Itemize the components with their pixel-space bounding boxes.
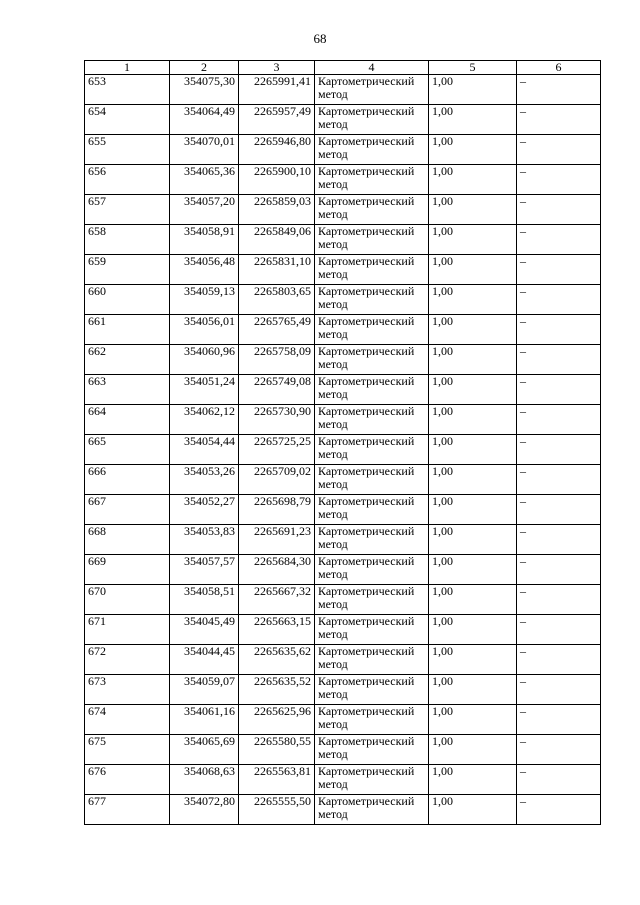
point-number-cell: 660 [85,285,170,315]
method-cell [315,645,429,675]
method-line-2: метод [318,777,348,791]
table-row [85,525,601,555]
note-cell: – [517,495,601,525]
coordinates-table [84,60,601,825]
point-number-cell: 653 [85,75,170,105]
method-line-1: Картометрический [318,674,415,688]
x-coordinate-cell: 354044,45 [170,645,239,675]
point-number-cell: 676 [85,765,170,795]
method-line-2: метод [318,477,348,491]
note-cell: – [517,585,601,615]
accuracy-cell: 1,00 [429,75,517,105]
x-coordinate-cell: 354060,96 [170,345,239,375]
note-cell: – [517,765,601,795]
x-coordinate-cell: 354059,07 [170,675,239,705]
point-number-cell: 672 [85,645,170,675]
method-cell [315,435,429,465]
note-cell: – [517,75,601,105]
y-coordinate-cell: 2265698,79 [239,495,315,525]
method-line-1: Картометрический [318,554,415,568]
note-cell: – [517,345,601,375]
note-cell: – [517,705,601,735]
x-coordinate-cell: 354072,80 [170,795,239,825]
table-row [85,465,601,495]
table-row [85,765,601,795]
method-line-2: метод [318,567,348,581]
table-row [85,435,601,465]
page-number: 68 [313,31,327,46]
x-coordinate-cell: 354053,83 [170,525,239,555]
x-coordinate-cell: 354053,26 [170,465,239,495]
accuracy-cell: 1,00 [429,585,517,615]
table-row [85,675,601,705]
note-cell: – [517,735,601,765]
table-row [85,345,601,375]
accuracy-cell: 1,00 [429,675,517,705]
method-cell [315,345,429,375]
y-coordinate-cell: 2265691,23 [239,525,315,555]
accuracy-cell: 1,00 [429,465,517,495]
method-cell [315,555,429,585]
table-row [85,375,601,405]
method-line-2: метод [318,267,348,281]
accuracy-cell: 1,00 [429,795,517,825]
accuracy-cell: 1,00 [429,495,517,525]
method-line-1: Картометрический [318,524,415,538]
accuracy-cell: 1,00 [429,525,517,555]
table-row [85,285,601,315]
accuracy-cell: 1,00 [429,255,517,285]
x-coordinate-cell: 354068,63 [170,765,239,795]
method-cell [315,735,429,765]
method-line-1: Картометрический [318,74,415,88]
x-coordinate-cell: 354065,36 [170,165,239,195]
y-coordinate-cell: 2265709,02 [239,465,315,495]
x-coordinate-cell: 354054,44 [170,435,239,465]
accuracy-cell: 1,00 [429,105,517,135]
note-cell: – [517,315,601,345]
method-line-1: Картометрический [318,194,415,208]
accuracy-cell: 1,00 [429,705,517,735]
y-coordinate-cell: 2265803,65 [239,285,315,315]
point-number-cell: 661 [85,315,170,345]
y-coordinate-cell: 2265749,08 [239,375,315,405]
table-row [85,735,601,765]
method-line-2: метод [318,687,348,701]
method-line-1: Картометрический [318,644,415,658]
x-coordinate-cell: 354052,27 [170,495,239,525]
y-coordinate-cell: 2265831,10 [239,255,315,285]
method-cell [315,315,429,345]
x-coordinate-cell: 354051,24 [170,375,239,405]
method-cell [315,525,429,555]
point-number-cell: 659 [85,255,170,285]
x-coordinate-cell: 354056,01 [170,315,239,345]
method-cell [315,135,429,165]
method-cell [315,615,429,645]
point-number-cell: 677 [85,795,170,825]
table-header [85,61,601,75]
y-coordinate-cell: 2265900,10 [239,165,315,195]
accuracy-cell: 1,00 [429,435,517,465]
note-cell: – [517,225,601,255]
y-coordinate-cell: 2265758,09 [239,345,315,375]
x-coordinate-cell: 354058,91 [170,225,239,255]
table-row [85,585,601,615]
accuracy-cell: 1,00 [429,345,517,375]
method-line-1: Картометрический [318,314,415,328]
method-cell [315,285,429,315]
method-line-1: Картометрический [318,374,415,388]
x-coordinate-cell: 354064,49 [170,105,239,135]
table-row [85,645,601,675]
method-line-2: метод [318,507,348,521]
column-header-3: 3 [239,61,315,75]
note-cell: – [517,795,601,825]
point-number-cell: 665 [85,435,170,465]
x-coordinate-cell: 354075,30 [170,75,239,105]
accuracy-cell: 1,00 [429,405,517,435]
x-coordinate-cell: 354057,57 [170,555,239,585]
method-line-2: метод [318,447,348,461]
table-row [85,225,601,255]
method-line-2: метод [318,327,348,341]
accuracy-cell: 1,00 [429,375,517,405]
y-coordinate-cell: 2265563,81 [239,765,315,795]
method-line-1: Картометрический [318,464,415,478]
method-cell [315,195,429,225]
method-line-2: метод [318,147,348,161]
note-cell: – [517,405,601,435]
y-coordinate-cell: 2265957,49 [239,105,315,135]
method-line-1: Картометрический [318,614,415,628]
method-cell [315,465,429,495]
table-row [85,135,601,165]
point-number-cell: 670 [85,585,170,615]
accuracy-cell: 1,00 [429,555,517,585]
table-row [85,315,601,345]
y-coordinate-cell: 2265991,41 [239,75,315,105]
method-line-1: Картометрический [318,794,415,808]
method-line-1: Картометрический [318,584,415,598]
point-number-cell: 669 [85,555,170,585]
method-line-1: Картометрический [318,284,415,298]
note-cell: – [517,195,601,225]
point-number-cell: 656 [85,165,170,195]
point-number-cell: 654 [85,105,170,135]
y-coordinate-cell: 2265684,30 [239,555,315,585]
x-coordinate-cell: 354062,12 [170,405,239,435]
accuracy-cell: 1,00 [429,735,517,765]
method-line-1: Картометрический [318,704,415,718]
method-line-2: метод [318,747,348,761]
accuracy-cell: 1,00 [429,225,517,255]
point-number-cell: 671 [85,615,170,645]
method-cell [315,165,429,195]
method-cell [315,795,429,825]
note-cell: – [517,255,601,285]
method-line-2: метод [318,717,348,731]
table-row [85,105,601,135]
x-coordinate-cell: 354045,49 [170,615,239,645]
table-row [85,555,601,585]
method-line-2: метод [318,537,348,551]
table-body [85,75,601,825]
accuracy-cell: 1,00 [429,615,517,645]
note-cell: – [517,675,601,705]
point-number-cell: 673 [85,675,170,705]
method-line-2: метод [318,87,348,101]
method-line-2: метод [318,117,348,131]
method-cell [315,375,429,405]
method-cell [315,675,429,705]
table-row [85,195,601,225]
y-coordinate-cell: 2265580,55 [239,735,315,765]
note-cell: – [517,435,601,465]
note-cell: – [517,615,601,645]
y-coordinate-cell: 2265859,03 [239,195,315,225]
method-line-2: метод [318,807,348,821]
note-cell: – [517,465,601,495]
y-coordinate-cell: 2265730,90 [239,405,315,435]
y-coordinate-cell: 2265635,52 [239,675,315,705]
accuracy-cell: 1,00 [429,195,517,225]
method-line-2: метод [318,297,348,311]
table-row [85,75,601,105]
accuracy-cell: 1,00 [429,315,517,345]
table-row [85,405,601,435]
y-coordinate-cell: 2265765,49 [239,315,315,345]
method-line-2: метод [318,627,348,641]
method-line-1: Картометрический [318,494,415,508]
x-coordinate-cell: 354057,20 [170,195,239,225]
method-line-1: Картометрический [318,734,415,748]
accuracy-cell: 1,00 [429,645,517,675]
y-coordinate-cell: 2265725,25 [239,435,315,465]
method-line-2: метод [318,177,348,191]
y-coordinate-cell: 2265635,62 [239,645,315,675]
accuracy-cell: 1,00 [429,165,517,195]
y-coordinate-cell: 2265625,96 [239,705,315,735]
column-header-2: 2 [170,61,239,75]
method-line-2: метод [318,387,348,401]
note-cell: – [517,645,601,675]
accuracy-cell: 1,00 [429,765,517,795]
method-line-2: метод [318,597,348,611]
method-line-1: Картометрический [318,434,415,448]
point-number-cell: 658 [85,225,170,255]
y-coordinate-cell: 2265555,50 [239,795,315,825]
point-number-cell: 655 [85,135,170,165]
table-row [85,255,601,285]
method-line-1: Картометрический [318,224,415,238]
method-line-1: Картометрический [318,254,415,268]
method-line-1: Картометрический [318,164,415,178]
accuracy-cell: 1,00 [429,135,517,165]
column-header-4: 4 [315,61,429,75]
x-coordinate-cell: 354061,16 [170,705,239,735]
note-cell: – [517,165,601,195]
x-coordinate-cell: 354058,51 [170,585,239,615]
point-number-cell: 662 [85,345,170,375]
method-cell [315,585,429,615]
table-row [85,705,601,735]
point-number-cell: 675 [85,735,170,765]
y-coordinate-cell: 2265849,06 [239,225,315,255]
method-cell [315,225,429,255]
column-header-6: 6 [517,61,601,75]
table-row [85,795,601,825]
y-coordinate-cell: 2265946,80 [239,135,315,165]
method-cell [315,765,429,795]
note-cell: – [517,135,601,165]
note-cell: – [517,555,601,585]
method-line-1: Картометрический [318,404,415,418]
method-cell [315,75,429,105]
table-row [85,495,601,525]
column-header-5: 5 [429,61,517,75]
point-number-cell: 667 [85,495,170,525]
method-line-1: Картометрический [318,764,415,778]
table-row [85,615,601,645]
point-number-cell: 674 [85,705,170,735]
accuracy-cell: 1,00 [429,285,517,315]
method-cell [315,105,429,135]
point-number-cell: 664 [85,405,170,435]
method-line-2: метод [318,207,348,221]
method-line-1: Картометрический [318,134,415,148]
point-number-cell: 657 [85,195,170,225]
y-coordinate-cell: 2265663,15 [239,615,315,645]
table-row [85,165,601,195]
x-coordinate-cell: 354056,48 [170,255,239,285]
method-cell [315,255,429,285]
y-coordinate-cell: 2265667,32 [239,585,315,615]
method-cell [315,705,429,735]
method-cell [315,495,429,525]
header-row [85,61,601,75]
method-line-1: Картометрический [318,104,415,118]
x-coordinate-cell: 354065,69 [170,735,239,765]
point-number-cell: 666 [85,465,170,495]
method-cell [315,405,429,435]
method-line-2: метод [318,417,348,431]
note-cell: – [517,375,601,405]
method-line-1: Картометрический [318,344,415,358]
x-coordinate-cell: 354070,01 [170,135,239,165]
column-header-1: 1 [85,61,170,75]
method-line-2: метод [318,357,348,371]
point-number-cell: 668 [85,525,170,555]
note-cell: – [517,105,601,135]
x-coordinate-cell: 354059,13 [170,285,239,315]
note-cell: – [517,285,601,315]
note-cell: – [517,525,601,555]
point-number-cell: 663 [85,375,170,405]
method-line-2: метод [318,657,348,671]
method-line-2: метод [318,237,348,251]
